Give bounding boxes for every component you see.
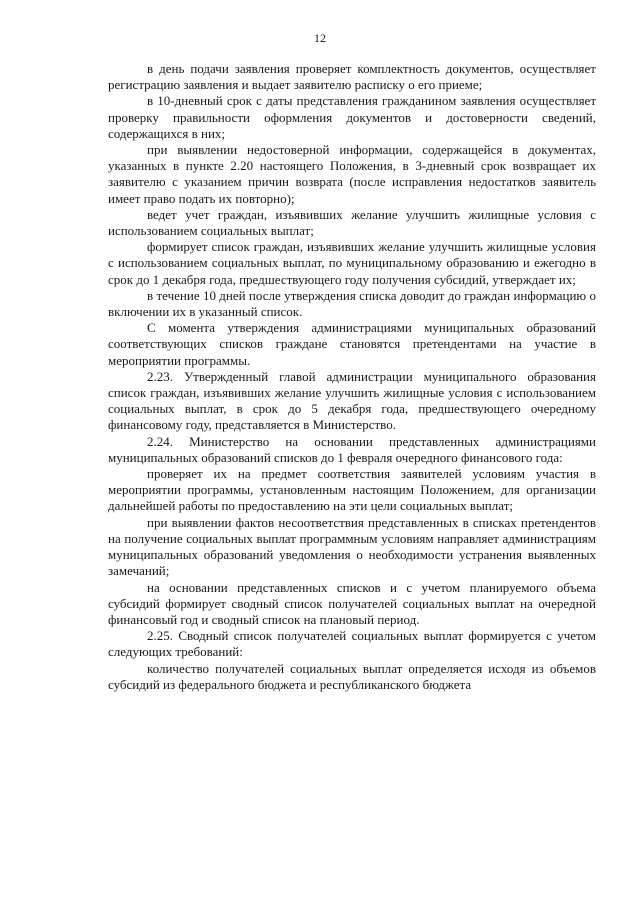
paragraph-registry: ведет учет граждан, изъявивших желание улучшить жилищные условия с использованием социальных выплат; — [108, 206, 596, 239]
paragraph-intake-registration: в день подачи заявления проверяет комплектность документов, осуществляет регистрацию заявления и выдает заявителю расписку о его приеме; — [108, 61, 596, 93]
paragraph-invalid-info-return: при выявлении недостоверной информации, содержащейся в документах, указанных в пункте 2.20 настоящего Положения, в 3-дневный срок возвращает их заявителю с указанием причин возврата (после исправления недостатков заявитель имеет право подать их повторно); — [108, 142, 596, 206]
paragraph-compliance-check: проверяет их на предмет соответствия заявителей условиям участия в мероприятии программы, установленным настоящим Положением, для организации дальнейшей работы по предоставлению на эти цели социальных выплат; — [108, 466, 596, 514]
page-number: 12 — [314, 31, 326, 45]
paragraph-notification: в течение 10 дней после утверждения списка доводит до граждан информацию о включении их в указанный список. — [108, 287, 596, 320]
paragraph-discrepancy-notice: при выявлении фактов несоответствия представленных в списках претендентов на получение социальных выплат программным условиям направляет администрациям муниципальных образований уведомления о необходимости устранения выявленных замечаний; — [108, 514, 596, 579]
document-body — [108, 61, 596, 693]
paragraph-candidates: С момента утверждения администрациями муниципальных образований соответствующих списков граждане становятся претендентами на участие в мероприятии программы. — [108, 320, 596, 368]
paragraph-list-formation: формирует список граждан, изъявивших желание улучшить жилищные условия с использованием социальных выплат, по муниципальному образованию и ежегодно в срок до 1 декабря года, предшествующего году получения субсидий, утверждает их; — [108, 239, 596, 287]
paragraph-2-25: 2.25. Сводный список получателей социальных выплат формируется с учетом следующих требований: — [108, 628, 596, 660]
paragraph-2-23: 2.23. Утвержденный главой администрации муниципального образования список граждан, изъявивших желание улучшить жилищные условия с использованием социальных выплат, в срок до 5 декабря года, предшествующего очередному финансовому году, представляется в Министерство. — [108, 368, 596, 433]
paragraph-consolidated-list: на основании представленных списков и с учетом планируемого объема субсидий формирует сводный список получателей социальных выплат на очередной финансовый год и сводный список на плановый период. — [108, 579, 596, 627]
paragraph-recipients-count: количество получателей социальных выплат определяется исходя из объемов субсидий из федерального бюджета и республиканского бюджета — [108, 660, 596, 692]
paragraph-ten-day-check: в 10-дневный срок с даты представления гражданином заявления осуществляет проверку правильности оформления документов и достоверности сведений, содержащихся в них; — [108, 93, 596, 141]
paragraph-2-24: 2.24. Министерство на основании представленных администрациями муниципальных образований списков до 1 февраля очередного финансового года: — [108, 433, 596, 465]
